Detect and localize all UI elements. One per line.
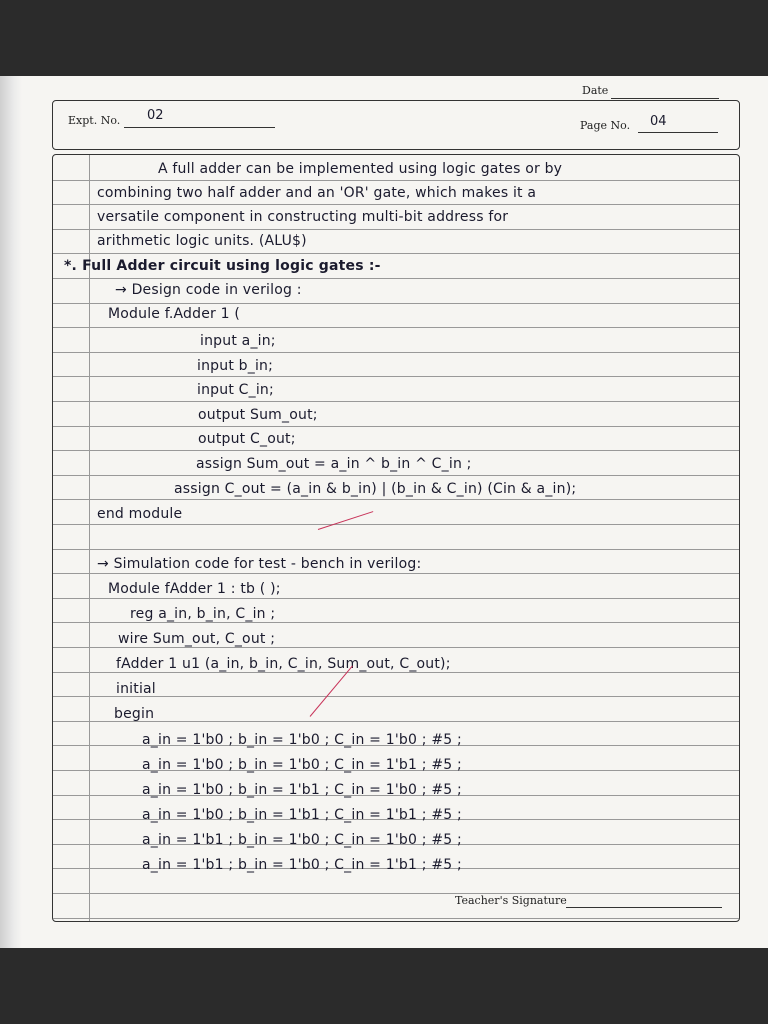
section-heading: *. Full Adder circuit using logic gates :- — [64, 258, 381, 274]
testbench-wire-line: wire Sum_out, C_out ; — [118, 631, 276, 647]
ruled-line — [53, 598, 739, 599]
ruled-line — [53, 622, 739, 623]
page-no-line — [638, 132, 718, 133]
input-a-line: input a_in; — [200, 333, 276, 349]
output-sum-line: output Sum_out; — [198, 407, 318, 423]
ruled-line — [53, 721, 739, 722]
ruled-line — [53, 229, 739, 230]
expt-no-line — [124, 127, 275, 128]
ruled-line — [53, 426, 739, 427]
module-declaration: Module f.Adder 1 ( — [108, 306, 241, 322]
expt-no-value: 02 — [147, 108, 164, 123]
ruled-line — [53, 376, 739, 377]
assign-cout-line: assign C_out = (a_in & b_in) | (b_in & C_in) (Cin & a_in); — [174, 481, 577, 497]
ruled-line — [53, 253, 739, 254]
stimulus-line-4: a_in = 1'b0 ; b_in = 1'b1 ; C_in = 1'b1 ; #5 ; — [142, 807, 462, 823]
intro-line-1: A full adder can be implemented using logic gates or by — [158, 161, 563, 177]
ruled-line — [53, 918, 739, 919]
ruled-line — [53, 327, 739, 328]
date-line — [611, 98, 719, 99]
ruled-line — [53, 352, 739, 353]
ruled-line — [53, 401, 739, 402]
testbench-reg-line: reg a_in, b_in, C_in ; — [130, 606, 276, 622]
ruled-line — [53, 573, 739, 574]
signature-line — [566, 907, 722, 908]
page-no-value: 04 — [650, 114, 667, 129]
expt-no-label: Expt. No. — [68, 114, 121, 127]
input-b-line: input b_in; — [197, 358, 274, 374]
page-binding-shadow — [0, 76, 22, 948]
ruled-line — [53, 549, 739, 550]
intro-line-3: versatile component in constructing multi-bit address for — [97, 209, 509, 225]
teachers-signature-label: Teacher's Signature — [455, 894, 567, 907]
input-c-line: input C_in; — [197, 382, 274, 398]
date-label: Date — [582, 84, 609, 97]
stimulus-line-1: a_in = 1'b0 ; b_in = 1'b0 ; C_in = 1'b0 ; #5 ; — [142, 732, 462, 748]
testbench-initial-line: initial — [116, 681, 156, 697]
stimulus-line-6: a_in = 1'b1 ; b_in = 1'b0 ; C_in = 1'b1 ; #5 ; — [142, 857, 462, 873]
ruled-line — [53, 450, 739, 451]
ruled-line — [53, 524, 739, 525]
notebook-page — [0, 76, 768, 948]
stimulus-line-5: a_in = 1'b1 ; b_in = 1'b0 ; C_in = 1'b0 ; #5 ; — [142, 832, 462, 848]
testbench-instance-line: fAdder 1 u1 (a_in, b_in, C_in, Sum_out, C_out); — [116, 656, 451, 672]
ruled-line — [53, 475, 739, 476]
ruled-line — [53, 204, 739, 205]
ruled-line — [53, 303, 739, 304]
ruled-line — [53, 893, 739, 894]
stimulus-line-3: a_in = 1'b0 ; b_in = 1'b1 ; C_in = 1'b0 ; #5 ; — [142, 782, 462, 798]
testbench-module-line: Module fAdder 1 : tb ( ); — [108, 581, 281, 597]
testbench-begin-line: begin — [114, 706, 155, 722]
page-no-label: Page No. — [580, 119, 631, 132]
intro-line-4: arithmetic logic units. (ALU$) — [97, 233, 307, 249]
design-code-heading: → Design code in verilog : — [115, 282, 302, 298]
stimulus-line-2: a_in = 1'b0 ; b_in = 1'b0 ; C_in = 1'b1 ; #5 ; — [142, 757, 462, 773]
end-module-line: end module — [97, 506, 183, 522]
ruled-line — [53, 278, 739, 279]
ruled-line — [53, 180, 739, 181]
ruled-line — [53, 647, 739, 648]
output-cout-line: output C_out; — [198, 431, 296, 447]
intro-line-2: combining two half adder and an 'OR' gate, which makes it a — [97, 185, 537, 201]
ruled-line — [53, 499, 739, 500]
assign-sum-line: assign Sum_out = a_in ^ b_in ^ C_in ; — [196, 456, 472, 472]
simulation-heading: → Simulation code for test - bench in verilog: — [97, 556, 422, 572]
